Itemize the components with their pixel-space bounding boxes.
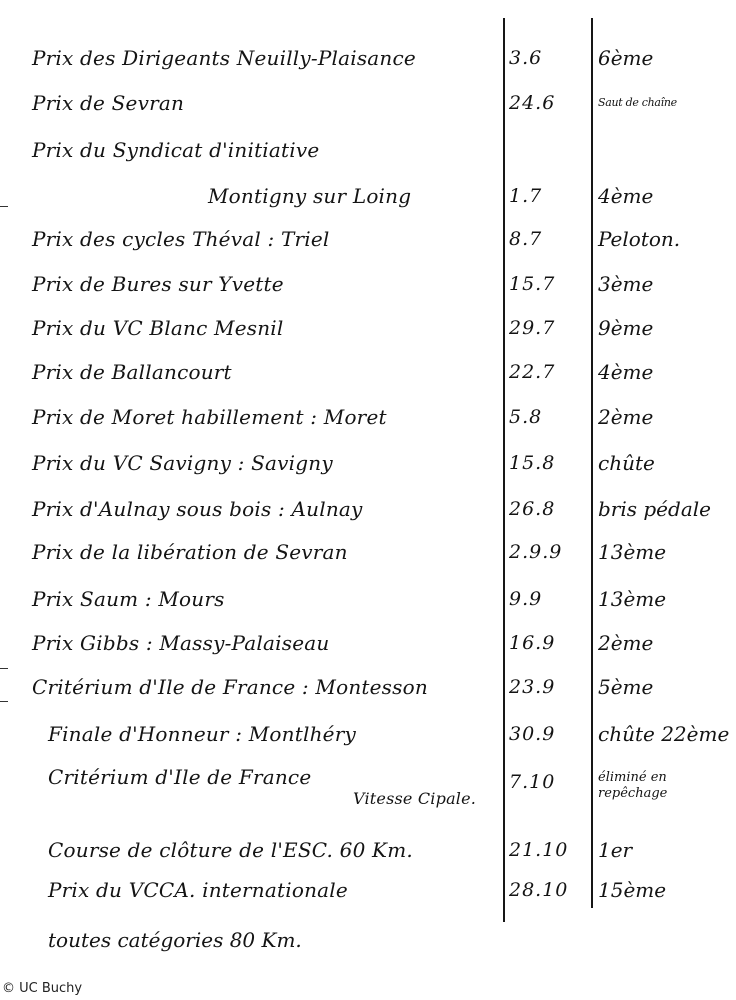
- race-name: Prix de Ballancourt: [32, 360, 232, 384]
- race-result: chûte 22ème: [598, 722, 730, 746]
- race-name: Prix de Moret habillement : Moret: [32, 405, 387, 429]
- race-result: Peloton.: [598, 227, 681, 251]
- race-result: bris pédale: [598, 497, 711, 521]
- race-detail-line: toutes catégories 80 Km.: [48, 928, 302, 952]
- race-row: [0, 577, 736, 621]
- race-name: Prix du VC Savigny : Savigny: [32, 451, 333, 475]
- race-name: Prix de la libération de Sevran: [32, 540, 348, 564]
- race-result: 4ème: [598, 360, 654, 384]
- race-result: 13ème: [598, 587, 667, 611]
- race-row: [0, 712, 736, 756]
- race-row: [0, 395, 736, 439]
- race-name: Prix Saum : Mours: [32, 587, 225, 611]
- race-result: 2ème: [598, 405, 654, 429]
- race-name: Prix du VCCA. internationale: [48, 878, 348, 902]
- race-date: 8.7: [509, 228, 543, 250]
- race-name: Prix du Syndicat d'initiative: [32, 138, 320, 162]
- race-result: 15ème: [598, 878, 667, 902]
- race-name: Prix des cycles Théval : Triel: [32, 227, 330, 251]
- race-row: [0, 306, 736, 350]
- race-name: Prix de Sevran: [32, 91, 185, 115]
- race-date: 1.7: [509, 185, 543, 207]
- race-date: 15.8: [509, 452, 556, 474]
- race-name: Prix du VC Blanc Mesnil: [32, 316, 284, 340]
- race-date: 28.10: [509, 879, 569, 901]
- race-row: [0, 441, 736, 485]
- race-date: 29.7: [509, 317, 556, 339]
- race-date: 24.6: [509, 92, 556, 114]
- race-result: 13ème: [598, 540, 667, 564]
- race-result: 4ème: [598, 184, 654, 208]
- race-result: 5ème: [598, 675, 654, 699]
- race-result: 3ème: [598, 272, 654, 296]
- race-date: 23.9: [509, 676, 556, 698]
- race-row: [0, 128, 736, 172]
- race-name: Prix des Dirigeants Neuilly-Plaisance: [32, 46, 416, 70]
- race-date: 21.10: [509, 839, 569, 861]
- race-date: 9.9: [509, 588, 543, 610]
- race-row: [0, 350, 736, 394]
- race-row: [0, 530, 736, 574]
- race-name: [48, 766, 513, 810]
- race-row: [0, 665, 736, 709]
- race-row: [0, 760, 736, 820]
- race-date: 5.8: [509, 406, 543, 428]
- race-date: 15.7: [509, 273, 556, 295]
- race-result: 9ème: [598, 316, 654, 340]
- race-result: éliminé en repêchage: [598, 770, 668, 801]
- race-date: 16.9: [509, 632, 556, 654]
- race-date: 26.8: [509, 498, 556, 520]
- race-name-sub: Vitesse Cipale.: [353, 789, 477, 808]
- race-name: Prix de Bures sur Yvette: [32, 272, 284, 296]
- race-result: 6ème: [598, 46, 654, 70]
- race-name: Prix Gibbs : Massy-Palaiseau: [32, 631, 330, 655]
- race-name: Course de clôture de l'ESC. 60 Km.: [48, 838, 413, 862]
- race-row: [0, 262, 736, 306]
- race-row: [0, 868, 736, 912]
- race-date: 3.6: [509, 47, 543, 69]
- race-row: [0, 36, 736, 80]
- race-date: 30.9: [509, 723, 556, 745]
- race-name: Montigny sur Loing: [208, 184, 412, 208]
- race-date: 22.7: [509, 361, 556, 383]
- race-result: 1er: [598, 838, 633, 862]
- race-row: [0, 81, 736, 125]
- race-result: Saut de chaîne: [598, 96, 677, 109]
- race-name-main: Critérium d'Ile de France: [48, 765, 312, 789]
- race-row: [0, 621, 736, 665]
- race-date: 2.9.9: [509, 541, 563, 563]
- race-row: [0, 217, 736, 261]
- race-date: 7.10: [509, 771, 556, 793]
- race-name: Prix d'Aulnay sous bois : Aulnay: [32, 497, 363, 521]
- race-row: [0, 828, 736, 872]
- race-result: chûte: [598, 451, 655, 475]
- race-row: [0, 487, 736, 531]
- race-name: Finale d'Honneur : Montlhéry: [48, 722, 356, 746]
- race-row: [0, 174, 736, 218]
- copyright-credit: © UC Buchy: [2, 981, 83, 996]
- race-name: Critérium d'Ile de France : Montesson: [32, 675, 428, 699]
- race-result: 2ème: [598, 631, 654, 655]
